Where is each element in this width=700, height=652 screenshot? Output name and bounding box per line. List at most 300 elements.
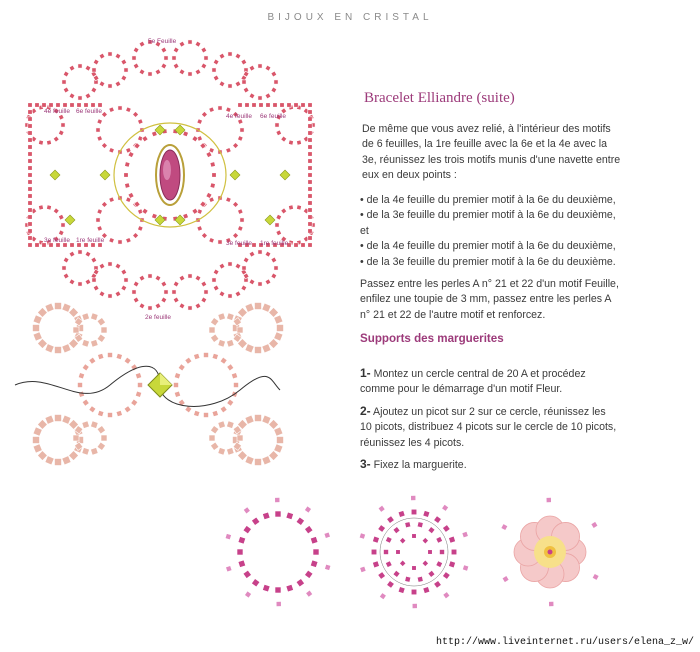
thread-line (15, 366, 280, 406)
bead (28, 180, 32, 184)
bead (135, 373, 141, 379)
bead (308, 131, 312, 135)
bead (305, 525, 313, 533)
bead (201, 111, 207, 117)
bead (155, 275, 161, 281)
bead (33, 427, 42, 436)
bead (204, 413, 209, 418)
bead (296, 517, 304, 525)
section-subtitle: Supports des marguerites (360, 332, 504, 345)
bead (372, 536, 379, 543)
bead (245, 415, 254, 424)
bead (91, 340, 99, 348)
bead (275, 223, 279, 227)
bead (308, 208, 312, 212)
connector-diagram (10, 290, 310, 480)
bead (121, 269, 127, 275)
bead (28, 131, 32, 135)
bead (97, 426, 105, 434)
bead (98, 410, 104, 416)
bead (412, 566, 417, 571)
bead (126, 107, 131, 112)
bead (294, 243, 298, 247)
bead (69, 451, 79, 461)
bead (109, 107, 114, 112)
bead (118, 106, 122, 110)
bead (210, 162, 215, 167)
bead (243, 507, 250, 514)
bead (262, 512, 270, 520)
bead (245, 303, 254, 312)
bead (226, 566, 232, 572)
bead (78, 96, 82, 100)
bead (210, 334, 218, 342)
bead (443, 525, 451, 533)
bead (434, 516, 442, 524)
bead (121, 59, 127, 65)
bead (255, 459, 262, 466)
bead (115, 81, 121, 87)
bead (172, 56, 176, 60)
bead (28, 103, 32, 107)
bead (91, 313, 99, 321)
bead (436, 537, 443, 544)
bead (138, 226, 143, 231)
bead (62, 266, 66, 270)
bead (178, 364, 185, 371)
bead (45, 415, 54, 424)
bead (262, 584, 270, 592)
bead (412, 534, 417, 539)
bead (218, 448, 226, 456)
bead (213, 59, 219, 65)
bead (82, 340, 90, 348)
bead (133, 47, 139, 53)
bead (324, 532, 330, 538)
bead (405, 576, 411, 582)
bead (115, 263, 121, 269)
bead (231, 373, 237, 379)
bead (288, 205, 293, 210)
bead (161, 47, 167, 53)
bead (308, 159, 312, 163)
bead (28, 173, 32, 177)
bead (411, 509, 417, 515)
crystal-bead (280, 170, 290, 180)
bead (183, 131, 189, 137)
bead (301, 103, 305, 107)
bead (308, 201, 312, 205)
bead (70, 103, 74, 107)
bead (201, 281, 207, 287)
bead (462, 531, 468, 537)
bead (33, 444, 42, 453)
bead (28, 152, 32, 156)
bead (227, 313, 235, 321)
bead (73, 435, 79, 441)
bead (185, 357, 192, 364)
bead (266, 103, 270, 107)
bead (262, 303, 271, 312)
bead (287, 103, 291, 107)
bead (378, 505, 385, 512)
bead (139, 275, 145, 281)
bead (97, 209, 102, 214)
bead (28, 110, 32, 114)
bead (82, 313, 90, 321)
bead (274, 266, 278, 270)
bead (69, 307, 79, 317)
bead (69, 251, 75, 257)
footer-url: http://www.liveinternet.ru/users/elena_z_w/ (435, 637, 694, 648)
bead (210, 442, 218, 450)
bead (33, 325, 40, 332)
bead (173, 47, 179, 53)
bead (242, 80, 246, 84)
bead (194, 410, 200, 416)
bead (428, 570, 435, 577)
bead (115, 53, 121, 59)
bead (96, 128, 100, 132)
bead (258, 64, 262, 68)
bead (204, 56, 208, 60)
bead (91, 448, 99, 456)
bead (360, 566, 366, 572)
bead (91, 257, 97, 263)
bead (227, 340, 235, 348)
bead (228, 262, 232, 266)
bead (148, 274, 152, 278)
bead (412, 603, 417, 608)
bead (240, 128, 244, 132)
bead (398, 587, 405, 594)
bead (98, 353, 104, 359)
bead (502, 576, 509, 583)
bead (125, 183, 130, 188)
bead (449, 536, 456, 543)
bead (210, 318, 218, 326)
bead (62, 415, 71, 424)
bead (82, 448, 90, 456)
bead (235, 263, 241, 269)
crystal-bead (65, 215, 75, 225)
bead (442, 504, 449, 511)
bead (133, 281, 139, 287)
daisy-step-1-diagram (218, 492, 348, 612)
bead (325, 564, 331, 570)
bead (92, 278, 96, 282)
bead (281, 136, 287, 142)
bead (242, 266, 246, 270)
bead (252, 243, 256, 247)
bead (173, 63, 179, 69)
bead (212, 68, 216, 72)
bead (161, 281, 167, 287)
bead (428, 527, 435, 534)
bead (201, 233, 207, 239)
bead (462, 565, 468, 571)
bead (275, 587, 281, 593)
bead (142, 136, 148, 142)
label-right-lower-a: 3e feuille (226, 240, 253, 247)
bead (108, 52, 112, 56)
bead (218, 240, 222, 244)
bead (101, 111, 107, 117)
bead (226, 148, 231, 153)
bead (28, 187, 32, 191)
bead (92, 68, 96, 72)
bead (417, 522, 423, 528)
bead (132, 56, 136, 60)
bullet-item: et (360, 224, 369, 237)
bead (174, 391, 180, 397)
bead (212, 410, 218, 416)
bead (228, 52, 232, 56)
bead (237, 451, 247, 461)
bead (37, 419, 47, 429)
bead (227, 421, 235, 429)
bead (546, 497, 551, 502)
bead (58, 130, 64, 136)
bead (69, 65, 75, 71)
crystal-bead (100, 170, 110, 180)
bead (38, 140, 43, 145)
bead (304, 506, 311, 513)
bead (78, 282, 82, 286)
bead (385, 537, 392, 544)
bead (135, 391, 141, 397)
bead (288, 140, 293, 145)
bead (218, 313, 226, 321)
bead (46, 205, 51, 210)
bead (258, 96, 262, 100)
passez-paragraph: Passez entre les perles A n° 21 et 22 d'un motif Feuille, enfilez une toupie de 3 mm, passez entre les perles A n° 21 et 22 de l'autre motif et renforcez. (360, 278, 619, 321)
bead (411, 589, 417, 595)
bead (164, 56, 168, 60)
bead (173, 281, 179, 287)
bead (235, 53, 241, 59)
bead (238, 209, 243, 214)
bead (35, 243, 39, 247)
bead (213, 269, 219, 275)
bead (37, 339, 47, 349)
bead (91, 87, 97, 93)
bead (591, 522, 598, 529)
bead (42, 103, 46, 107)
bead (240, 218, 244, 222)
bead (258, 282, 262, 286)
bead (192, 136, 198, 142)
bead (274, 80, 278, 84)
bead (96, 218, 100, 222)
bead (28, 159, 32, 163)
bead (423, 510, 430, 517)
bead (220, 406, 227, 413)
bead (55, 415, 62, 422)
bead (243, 257, 249, 263)
bead (101, 201, 107, 207)
bead (277, 325, 284, 332)
bead (28, 138, 32, 142)
label-right-upper-b: 6e feuille (260, 113, 287, 120)
bead (265, 251, 271, 257)
bead (124, 278, 128, 282)
bead (97, 442, 105, 450)
bead (233, 143, 239, 149)
bead (33, 332, 42, 341)
bead (405, 522, 411, 528)
bead (45, 344, 54, 353)
bead (276, 230, 282, 236)
bead (379, 593, 386, 600)
bead (85, 279, 91, 285)
bead (265, 65, 271, 71)
bead (308, 138, 312, 142)
bead (69, 93, 75, 99)
bead (252, 103, 256, 107)
bead (63, 257, 69, 263)
bead (99, 263, 105, 269)
bead (195, 275, 201, 281)
bead (275, 497, 280, 502)
step-text: Ajoutez un picot sur 2 sur ce cercle, réunissez les 10 picots, distribuez 4 picots sur le cercle de 10 picots, réunissez les 4 picots. (360, 406, 617, 449)
bead (116, 353, 122, 359)
bead (251, 517, 259, 525)
bead (131, 399, 138, 406)
bead (28, 117, 32, 121)
bead (124, 68, 128, 72)
bead (275, 511, 281, 517)
bead (63, 71, 69, 77)
bead (28, 208, 32, 212)
bead (28, 229, 32, 233)
bead (138, 119, 143, 124)
bead (385, 561, 392, 568)
bead (37, 307, 47, 317)
bead (265, 93, 271, 99)
bead (237, 327, 243, 333)
bead (227, 399, 234, 406)
bead (238, 103, 242, 107)
bead (296, 140, 301, 145)
bracelet-diagram (10, 30, 330, 330)
bead (428, 550, 433, 555)
bead (28, 215, 32, 219)
step-number: 1- (360, 366, 371, 380)
bead (271, 257, 277, 263)
bead (308, 103, 312, 107)
bead (63, 87, 69, 93)
bead (436, 561, 443, 568)
bead (219, 81, 225, 87)
bead (245, 591, 252, 598)
bead (219, 263, 225, 269)
bead (152, 131, 158, 137)
bead (77, 103, 81, 107)
bead (286, 584, 294, 592)
bead (28, 194, 32, 198)
bullet-item: • de la 4e feuille du premier motif à la 6e du deuxième, (360, 240, 616, 253)
bead (78, 383, 83, 388)
bead (204, 353, 209, 358)
bead (238, 560, 246, 568)
bead (82, 364, 89, 371)
bead (85, 93, 91, 99)
step-3 (360, 457, 620, 473)
bead (258, 250, 262, 254)
bead (237, 435, 243, 441)
bead (274, 444, 283, 453)
bead (195, 69, 201, 75)
bead (109, 148, 114, 153)
bead (188, 40, 192, 44)
bead (269, 419, 279, 429)
step-2 (360, 404, 620, 451)
bead (451, 549, 457, 555)
bead (97, 318, 105, 326)
label-right-upper-a: 4e feuille (226, 113, 253, 120)
bead (310, 536, 318, 544)
bead (28, 166, 32, 170)
bead (101, 435, 107, 441)
bead (212, 353, 218, 359)
bead (69, 279, 75, 285)
bead (148, 72, 152, 76)
bead (422, 560, 428, 566)
step-text: Fixez la marguerite. (373, 459, 467, 471)
bead (56, 103, 60, 107)
bead (97, 334, 105, 342)
bead (124, 406, 131, 413)
bead (273, 103, 277, 107)
bead (28, 124, 32, 128)
bead (238, 536, 246, 544)
bead (269, 339, 279, 349)
thread-line (380, 518, 448, 586)
bead (269, 451, 279, 461)
bead (82, 399, 89, 406)
bead (271, 273, 277, 279)
bead (91, 421, 99, 429)
bead (138, 383, 143, 388)
bead (133, 111, 139, 117)
bead (28, 222, 32, 226)
bead (209, 238, 214, 243)
bead (308, 152, 312, 156)
step-number: 3- (360, 457, 371, 471)
bead (124, 173, 128, 177)
bead (85, 65, 91, 71)
bead (276, 601, 281, 606)
bead (371, 549, 377, 555)
bead (359, 533, 365, 539)
bead (251, 579, 259, 587)
bead (133, 63, 139, 69)
bead (62, 456, 71, 465)
bead (210, 183, 215, 188)
bead (35, 103, 39, 107)
bead (121, 75, 127, 81)
bead (219, 53, 225, 59)
bead (58, 230, 64, 236)
daisy-step-2-diagram (354, 492, 484, 612)
bead (195, 41, 201, 47)
bead (37, 451, 47, 461)
bead (152, 213, 158, 219)
bead (549, 601, 554, 606)
bead (53, 208, 59, 214)
bead (259, 103, 263, 107)
